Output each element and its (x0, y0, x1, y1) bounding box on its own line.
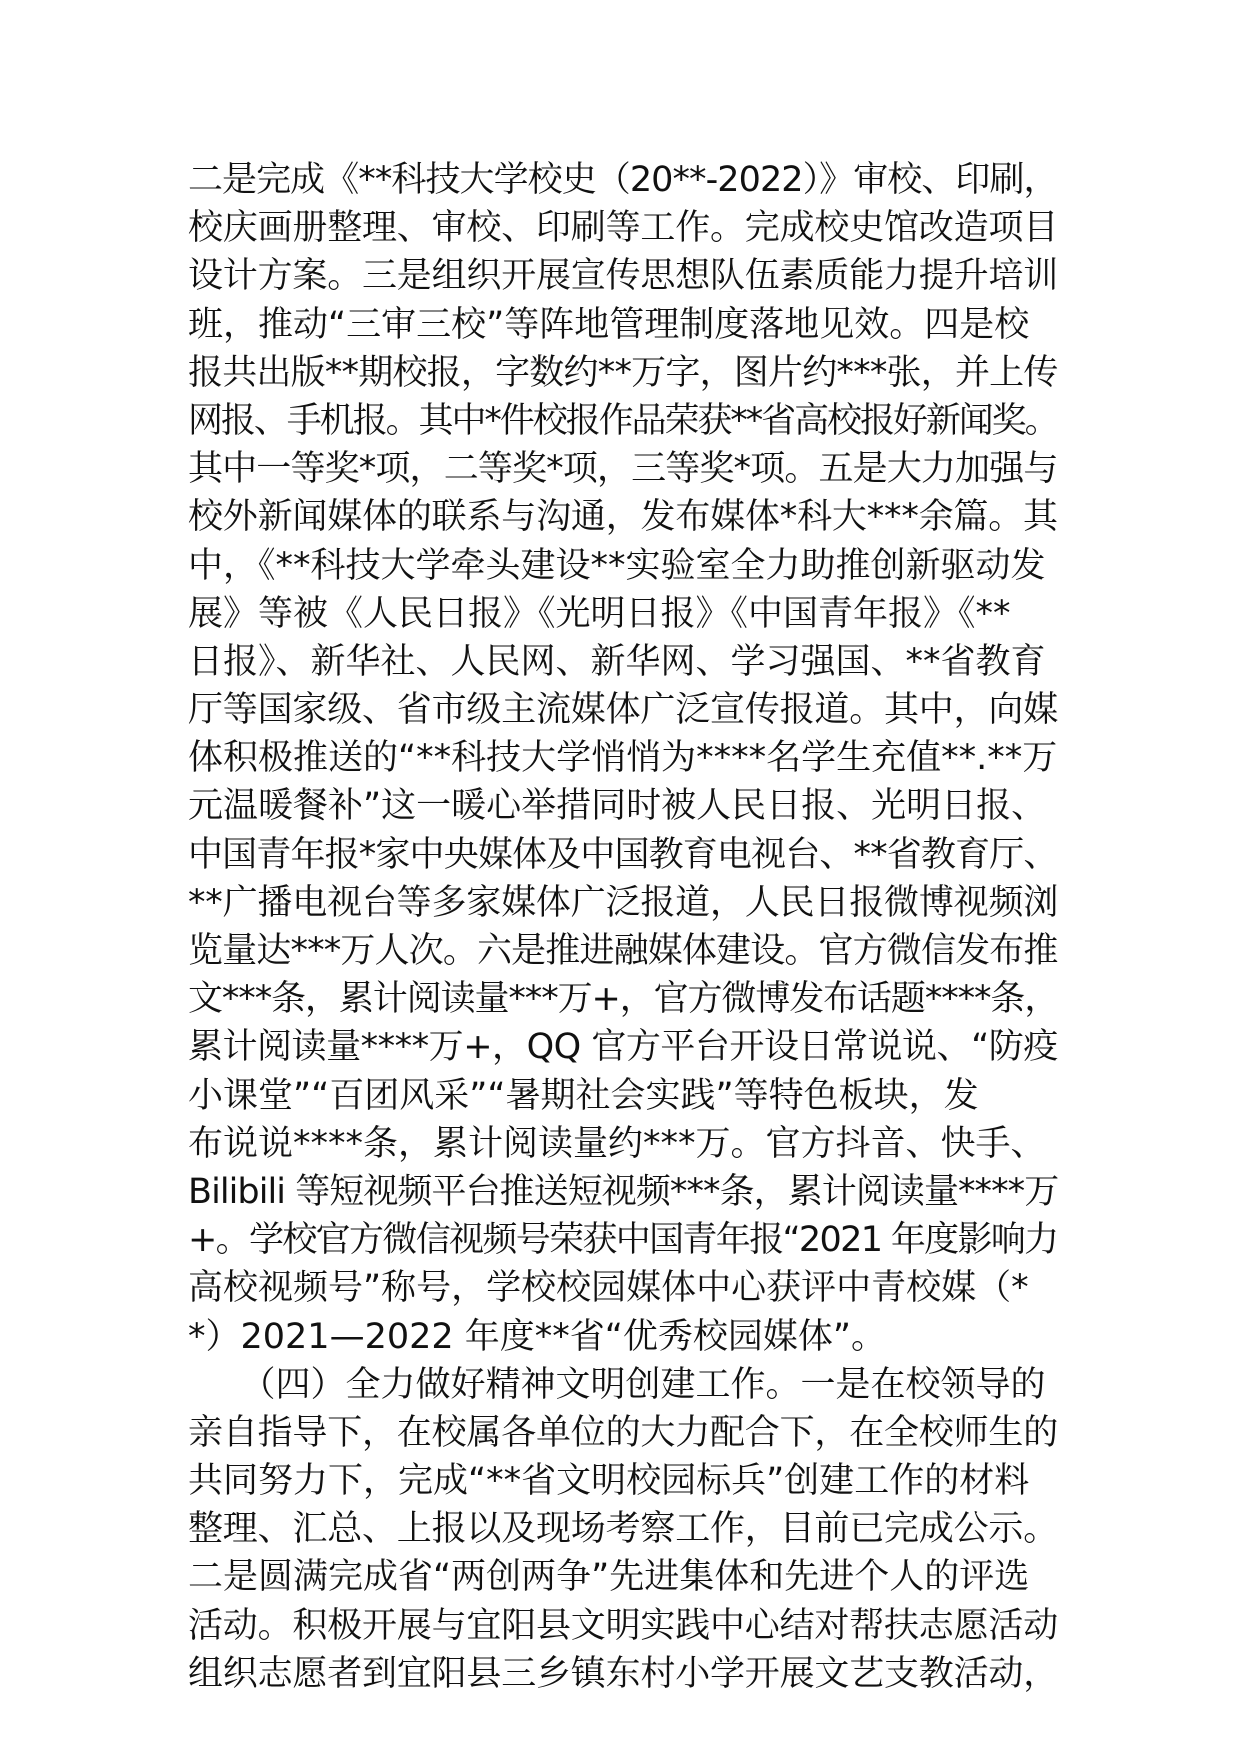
text-line: 校庆画册整理、审校、印刷等工作。完成校史馆改造项目 (188, 208, 1059, 249)
text-line: Bilibili 等短视频平台推送短视频***条，累计阅读量****万 (188, 1171, 1059, 1212)
text-line: 设计方案。三是组织开展宣传思想队伍素质能力提升培训 (188, 256, 1059, 297)
text-line: 其中一等奖*项，二等奖*项，三等奖*项。五是大力加强与 (188, 449, 1058, 490)
body-text (188, 156, 1058, 1698)
text-line: **广播电视台等多家媒体广泛报道，人民日报微博视频浏 (188, 882, 1059, 923)
text-line: 布说说****条，累计阅读量约***万。官方抖音、快手、 (188, 1123, 1046, 1164)
text-line: 校外新闻媒体的联系与沟通，发布媒体*科大***余篇。其 (188, 497, 1058, 538)
text-line: 展》等被《人民日报》《光明日报》《中国青年报》《** (188, 593, 1011, 634)
text-line: 厅等国家级、省市级主流媒体广泛宣传报道。其中，向媒 (188, 690, 1059, 731)
text-line: 活动。积极开展与宜阳县文明实践中心结对帮扶志愿活动 (188, 1605, 1059, 1646)
text-line: 元温暖餐补”这一暖心举措同时被人民日报、光明日报、 (188, 786, 1047, 827)
text-line: +。学校官方微信视频号荣获中国青年报“2021 年度影响力 (188, 1220, 1058, 1261)
text-line: （四）全力做好精神文明创建工作。一是在校领导的 (188, 1364, 1046, 1405)
text-line: 组织志愿者到宜阳县三乡镇东村小学开展文艺支教活动， (188, 1653, 1059, 1694)
text-line: 高校视频号”称号，学校校园媒体中心获评中青校媒（* (188, 1268, 1029, 1309)
text-line: 亲自指导下，在校属各单位的大力配合下，在全校师生的 (188, 1412, 1059, 1453)
text-line: 中国青年报*家中央媒体及中国教育电视台、**省教育厅、 (188, 834, 1058, 875)
text-line: 体积极推送的“**科技大学悄悄为****名学生充值**.**万 (188, 738, 1058, 779)
text-line: 览量达***万人次。六是推进融媒体建设。官方微信发布推 (188, 931, 1058, 971)
text-line: 班，推动“三审三校”等阵地管理制度落地见效。四是校 (188, 304, 1030, 345)
text-line: 中，《**科技大学牵头建设**实验室全力助推创新驱动发 (188, 545, 1046, 586)
text-line: 共同努力下，完成“**省文明校园标兵”创建工作的材料 (188, 1461, 1030, 1502)
text-line: 累计阅读量****万+，QQ 官方平台开设日常说说、“防疫 (188, 1027, 1058, 1068)
text-line: 文***条，累计阅读量***万+，官方微博发布话题****条， (188, 979, 1059, 1020)
text-line: 小课堂”“百团风采”“暑期社会实践”等特色板块，发 (188, 1075, 979, 1116)
text-line: 日报》、新华社、人民网、新华网、学习强国、**省教育 (188, 641, 1046, 682)
text-line: 网报、手机报。其中*件校报作品荣获**省高校报好新闻奖。 (188, 400, 1058, 441)
text-line: 二是完成《**科技大学校史（20**-2022）》审校、印刷， (188, 160, 1058, 200)
text-line: 二是圆满完成省“两创两争”先进集体和先进个人的评选 (188, 1557, 1030, 1598)
text-line: 报共出版**期校报，字数约**万字，图片约***张，并上传 (188, 352, 1058, 393)
text-line: *）2021—2022 年度**省“优秀校园媒体”。 (188, 1316, 887, 1357)
text-line: 整理、汇总、上报以及现场考察工作，目前已完成公示。 (188, 1509, 1059, 1550)
